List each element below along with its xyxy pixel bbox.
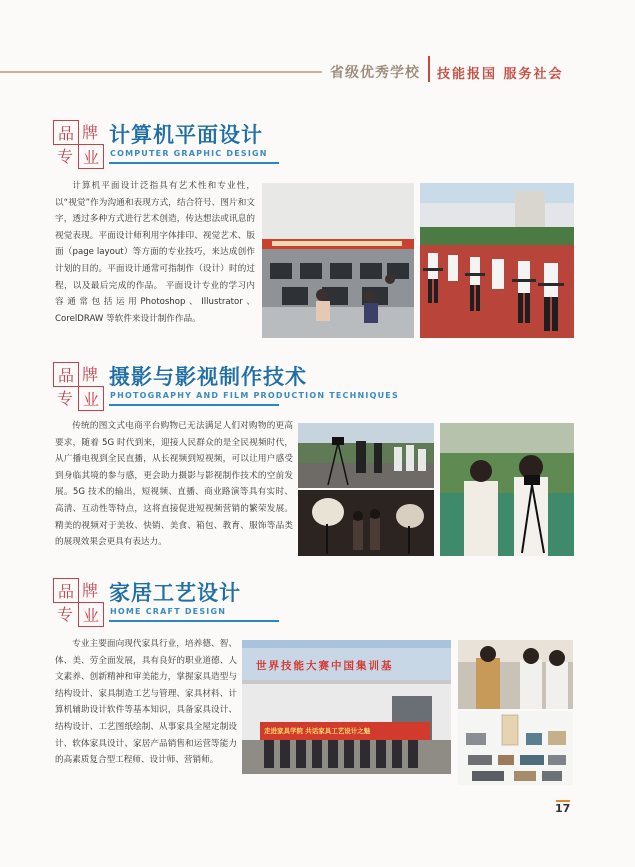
section-body-text: 专业主要面向现代家具行业，培养德、智、体、美、劳全面发展，具有良好的职业道德、人文素养、创新精神和审美能力，掌握家具造型与结构设计、家具制造工艺与管理、家具材料、计算机辅助设计软件等基本知识，具备家具设计、结构设计、工艺图纸绘制、从事家具全屋定制设计、软体家具设计、家居产品销售和运营等能力的高素质复合型工程师、设计师、营销师。 [55,639,237,766]
page-number: 17 [555,802,571,815]
building-sign-text: 世界技能大赛中国集训基 [256,660,394,672]
header-divider [428,56,430,82]
furniture-renderings-image [458,711,573,785]
group-banner-text: 走进家具学院 共话家具工艺设计之魅 [264,727,371,735]
section-title: 摄影与影视制作技术 [109,365,307,389]
section-heading-home-craft [52,577,572,629]
brand-major-badge: 品 牌 专 业 [52,119,102,167]
outdoor-filming-photo [298,423,434,488]
section-title: 计算机平面设计 [109,123,263,147]
brand-major-badge: 品 牌 专 业 [52,577,102,625]
header-school-name: 省级优秀学校 [330,65,420,81]
training-base-group-photo [242,640,451,774]
section-body-text: 传统的图文式电商平台购物已无法满足人们对购物的更高要求，随着 5G 时代到来，迎接人民群众的是全民视频时代，从广播电视到全民直播，从长视频到短视频，可以让用户感受到身临其境的参与感，更会助力摄影与影视制作技术的空前发展。5G 技术的输出，短视频、直播、商业路演等具有实时、高清、互动性等特点，这将直接促进短视频营销的繁荣发展。精美的视频对于美妆、快销、美食、箱包、教育、服饰等品类的展现效果会更具有表达力。 [55,421,293,548]
studio-lighting-photo [298,490,434,556]
section-subtitle: COMPUTER GRAPHIC DESIGN [110,149,268,158]
section-heading-graphic-design [52,119,572,171]
section-heading-photography [52,361,572,413]
section-subtitle: PHOTOGRAPHY AND FILM PRODUCTION TECHNIQUES [110,391,399,400]
section-subtitle: HOME CRAFT DESIGN [110,607,227,616]
brand-major-badge: 品 牌 专 业 [52,361,102,409]
students-workshop-photo [458,640,573,709]
section-title: 家居工艺设计 [109,581,241,605]
students-with-camera-photo [440,423,574,556]
header-slogan: 技能报国 服务社会 [437,67,564,82]
section-rule [109,404,279,406]
outdoor-laptop-activity-photo [420,183,574,338]
section-body-text: 计算机平面设计泛指具有艺术性和专业性，以“视觉”作为沟通和表现方式，结合符号、图片和文字，透过多种方式进行艺术创造，传达想法或讯息的视觉表现。平面设计师利用字体排印、视觉艺术、版面（page layout）等方面的专业技巧，来达成创作计划的目的。平面设计通常可指制作（设计）时的过程，以及最后完成的作品。 平面设计专业的学习内容通常包括运用Photoshop、Illustrator、CorelDRAW 等软件来设计制作作品。 [55,181,255,324]
computer-lab-photo [262,183,414,338]
section-rule [109,620,279,622]
section-rule [109,162,279,164]
header-rule [0,71,322,73]
